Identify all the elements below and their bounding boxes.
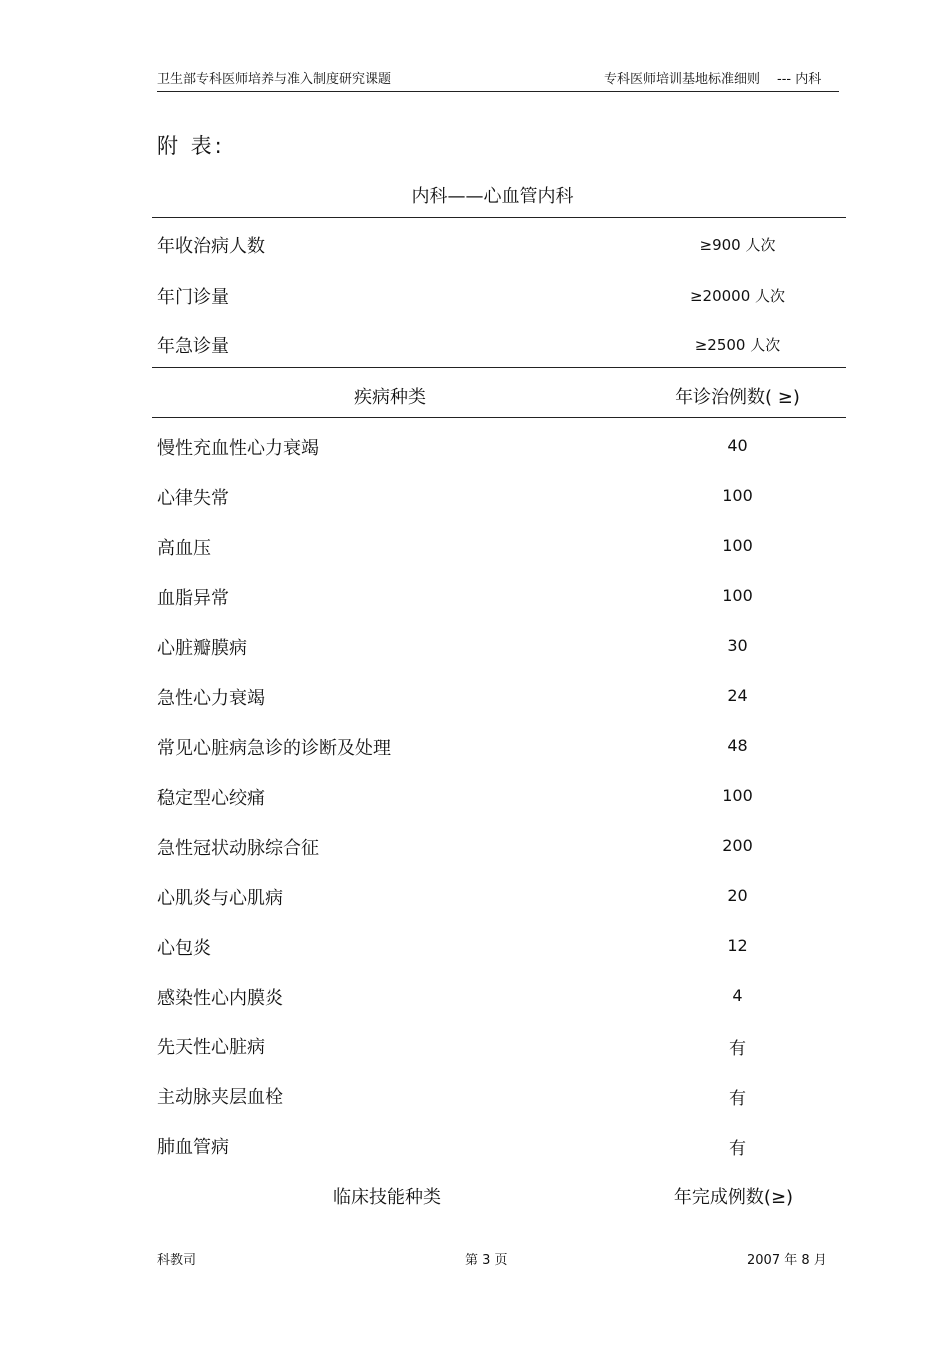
disease-count: 有: [729, 1089, 746, 1109]
header-right-suffix: --- 内科: [777, 72, 822, 87]
count-column-header: 年诊治例数( ≥): [675, 387, 800, 408]
footer-page-number: 第 3 页: [465, 1253, 508, 1268]
disease-count: 有: [729, 1139, 746, 1159]
disease-name: 慢性充血性心力衰竭: [157, 438, 319, 459]
header-bottom-rule: [152, 417, 846, 418]
disease-column-header: 疾病种类: [354, 387, 426, 408]
header-right-text: 专科医师培训基地标准细则: [604, 72, 761, 87]
disease-name: 常见心脏病急诊的诊断及处理: [157, 738, 391, 759]
disease-name: 心肌炎与心肌病: [157, 888, 283, 909]
disease-count: 48: [727, 736, 748, 755]
disease-count: 100: [722, 786, 753, 805]
summary-value: ≥2500 人次: [694, 336, 781, 354]
table-top-rule: [152, 217, 846, 218]
disease-name: 肺血管病: [157, 1137, 229, 1158]
disease-count: 4: [732, 986, 743, 1005]
disease-count: 200: [722, 836, 753, 855]
summary-label: 年急诊量: [157, 336, 229, 357]
header-rule: [157, 91, 839, 92]
footer-date: 2007 年 8 月: [747, 1253, 827, 1268]
disease-name: 先天性心脏病: [157, 1037, 265, 1058]
table-title: 内科——心血管内科: [411, 186, 574, 207]
disease-count: 40: [727, 436, 748, 455]
disease-name: 急性心力衰竭: [157, 688, 265, 709]
disease-count: 有: [729, 1039, 746, 1059]
summary-label: 年收治病人数: [157, 236, 265, 257]
summary-value: ≥900 人次: [699, 236, 776, 254]
disease-count: 100: [722, 536, 753, 555]
disease-name: 心包炎: [157, 938, 211, 959]
disease-name: 急性冠状动脉综合征: [157, 838, 319, 859]
disease-name: 心律失常: [157, 488, 229, 509]
disease-name: 高血压: [157, 538, 211, 559]
header-left-text: 卫生部专科医师培养与准入制度研究课题: [157, 72, 392, 87]
disease-count: 30: [727, 636, 748, 655]
disease-count: 12: [727, 936, 748, 955]
skill-column-header: 临床技能种类: [333, 1187, 441, 1208]
summary-bottom-rule: [152, 367, 846, 368]
disease-count: 100: [722, 586, 753, 605]
page-heading: 附 表:: [157, 134, 225, 158]
disease-name: 血脂异常: [157, 588, 229, 609]
disease-name: 主动脉夹层血栓: [157, 1087, 283, 1108]
disease-name: 感染性心内膜炎: [157, 988, 283, 1009]
disease-count: 20: [727, 886, 748, 905]
disease-count: 24: [727, 686, 748, 705]
disease-name: 心脏瓣膜病: [157, 638, 247, 659]
disease-name: 稳定型心绞痛: [157, 788, 265, 809]
summary-label: 年门诊量: [157, 287, 229, 308]
skill-count-column-header: 年完成例数(≥): [673, 1187, 794, 1208]
summary-value: ≥20000 人次: [689, 287, 786, 305]
footer-left-text: 科教司: [157, 1253, 197, 1268]
disease-count: 100: [722, 486, 753, 505]
